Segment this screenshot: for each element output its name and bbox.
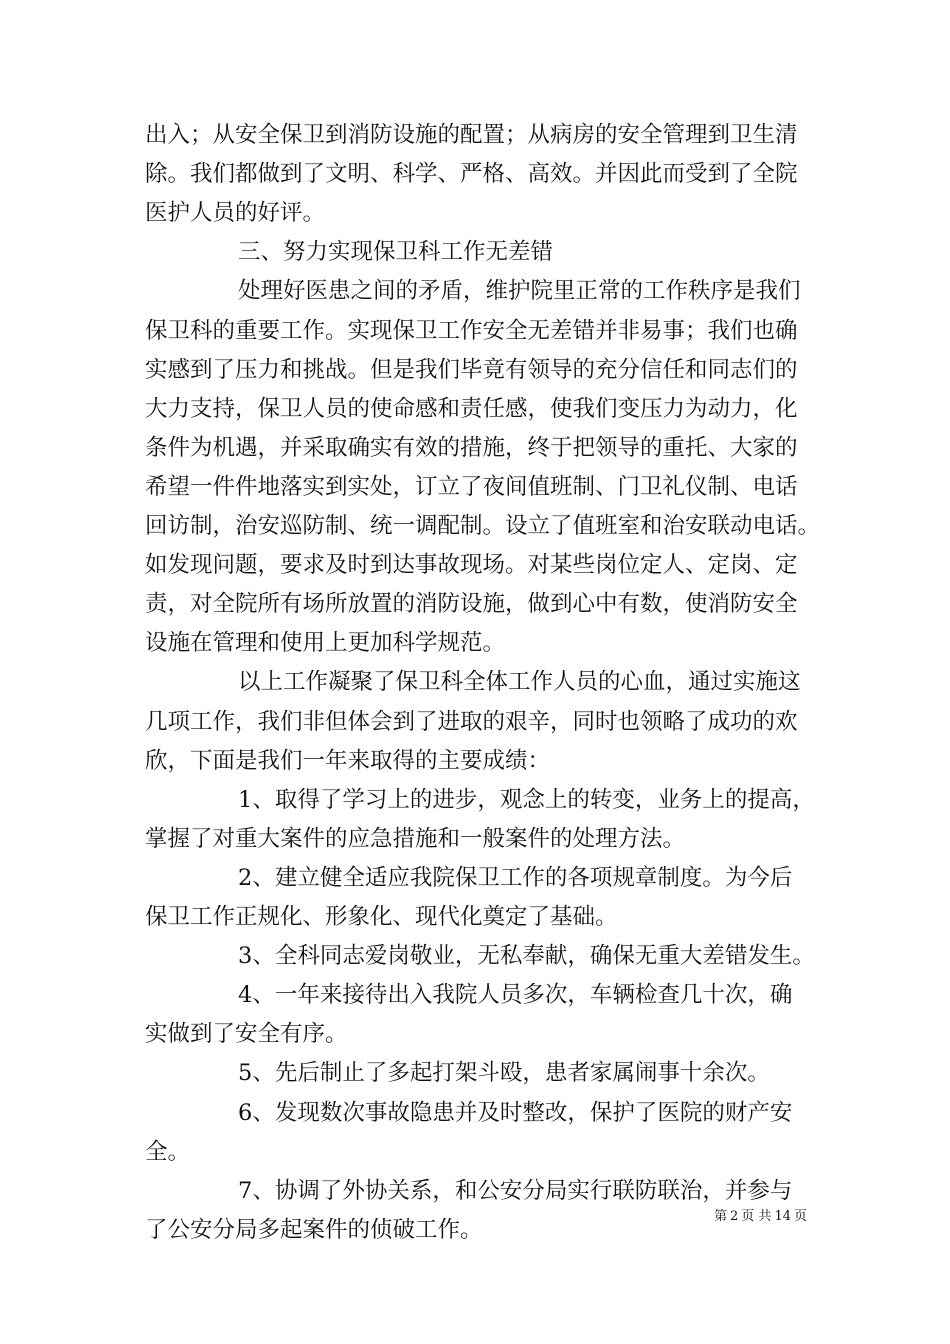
text-line: 几项工作，我们非但体会到了进取的艰辛，同时也领略了成功的欢 <box>145 708 798 735</box>
list-item: 6、发现数次事故隐患并及时整改，保护了医院的财产安 <box>238 1099 793 1126</box>
text-line: 以上工作凝聚了保卫科全体工作人员的心血，通过实施这 <box>238 669 801 696</box>
text-line: 医护人员的好评。 <box>145 200 326 227</box>
text-line: 大力支持，保卫人员的使命感和责任感，使我们变压力为动力，化 <box>145 395 798 422</box>
section-heading: 三、努力实现保卫科工作无差错 <box>238 239 554 266</box>
text-line: 实感到了压力和挑战。但是我们毕竟有领导的充分信任和同志们的 <box>145 356 798 383</box>
text-line: 出入；从安全保卫到消防设施的配置；从病房的安全管理到卫生清 <box>145 122 798 148</box>
text-line: 全。 <box>145 1138 191 1165</box>
text-line: 除。我们都做到了文明、科学、严格、高效。并因此而受到了全院 <box>145 161 798 188</box>
list-item: 2、建立健全适应我院保卫工作的各项规章制度。为今后 <box>238 864 793 891</box>
current-page-number: 2 <box>730 1209 739 1224</box>
list-item: 5、先后制止了多起打架斗殴，患者家属闹事十余次。 <box>238 1060 770 1087</box>
page-footer <box>714 1208 807 1226</box>
list-item: 4、一年来接待出入我院人员多次，车辆检查几十次，确 <box>238 982 793 1009</box>
text-line: 欣，下面是我们一年来取得的主要成绩： <box>145 747 551 774</box>
text-line: 实做到了安全有序。 <box>145 1021 348 1048</box>
text-line: 了公安分局多起案件的侦破工作。 <box>145 1216 483 1243</box>
text-line: 处理好医患之间的矛盾，维护院里正常的工作秩序是我们 <box>238 278 801 305</box>
text-line: 设施在管理和使用上更加科学规范。 <box>145 630 506 657</box>
text-line: 掌握了对重大案件的应急措施和一般案件的处理方法。 <box>145 825 686 852</box>
text-line: 如发现问题，要求及时到达事故现场。对某些岗位定人、定岗、定 <box>145 552 798 579</box>
list-item: 1、取得了学习上的进步，观念上的转变，业务上的提高， <box>238 786 815 813</box>
text-line: 保卫科的重要工作。实现保卫工作安全无差错并非易事；我们也确 <box>145 317 798 344</box>
list-item: 3、全科同志爱岗敬业，无私奉献，确保无重大差错发生。 <box>238 943 815 970</box>
list-item: 7、协调了外协关系，和公安分局实行联防联治，并参与 <box>238 1177 793 1204</box>
text-line: 保卫工作正规化、形象化、现代化奠定了基础。 <box>145 904 618 930</box>
text-line: 回访制，治安巡防制、统一调配制。设立了值班室和治安联动电话。 <box>145 513 821 539</box>
text-line: 希望一件件地落实到实处，订立了夜间值班制、门卫礼仪制、电话 <box>145 473 798 500</box>
text-line: 条件为机遇，并采取确实有效的措施，终于把领导的重托、大家的 <box>145 434 798 461</box>
footer-middle: 页 共 <box>741 1209 772 1224</box>
footer-prefix: 第 <box>714 1209 728 1224</box>
total-pages-number: 14 <box>774 1209 791 1224</box>
footer-suffix: 页 <box>793 1209 807 1224</box>
text-line: 责，对全院所有场所放置的消防设施，做到心中有数，使消防安全 <box>145 591 798 618</box>
